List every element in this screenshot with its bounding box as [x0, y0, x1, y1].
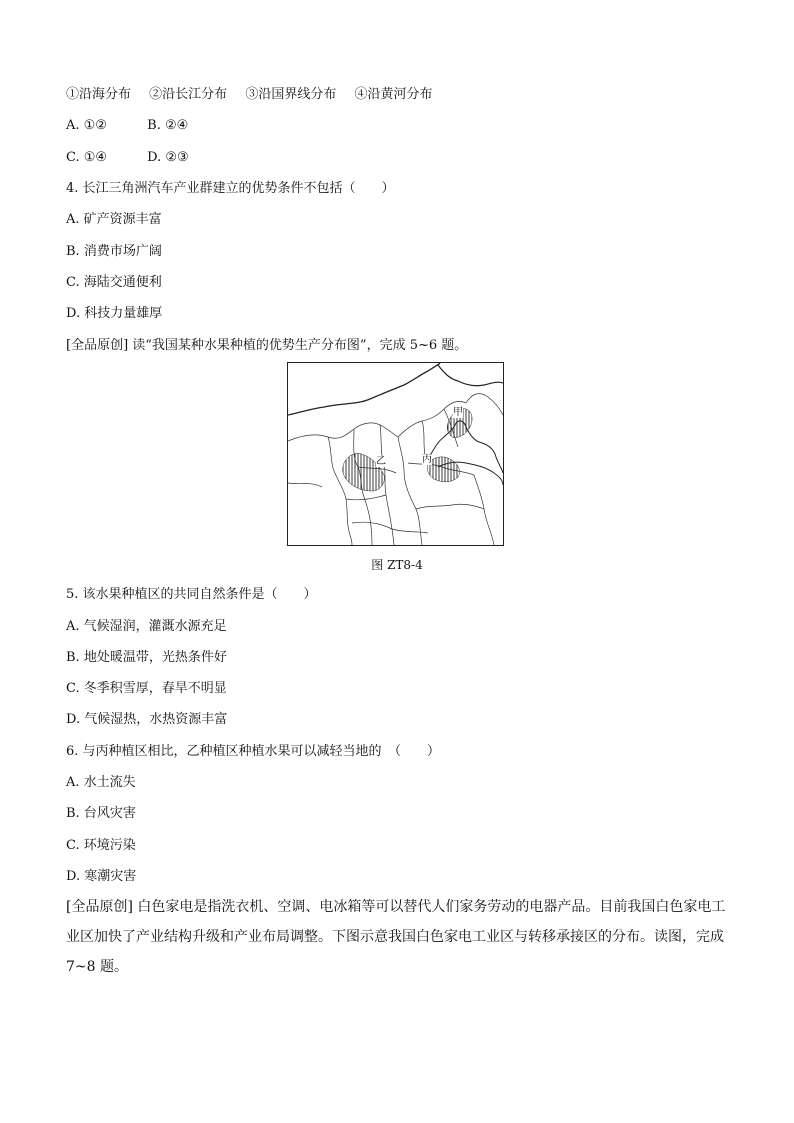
q3-option-3: ③沿国界线分布: [245, 87, 337, 102]
map-caption: 图 ZT8-4: [371, 558, 423, 572]
q3-choices-row-1: [66, 118, 188, 134]
map-graphic: [288, 363, 503, 545]
fruit-distribution-map: [287, 362, 504, 546]
region-bing: [427, 457, 459, 482]
q4-choice-c: C. 海陆交通便利: [66, 275, 162, 290]
northeast-border: [438, 365, 503, 386]
intro-5-6: [全品原创] 读“我国某种水果种植的优势生产分布图”，完成 5~6 题。: [66, 338, 468, 353]
q3-choice-a: A. ①②: [66, 118, 107, 133]
q3-option-4: ④沿黄河分布: [354, 87, 433, 102]
national-border: [288, 363, 440, 415]
q6-choice-a: A. 水土流失: [66, 775, 136, 790]
map-label-yi: 乙: [376, 456, 386, 467]
q4-stem: 4. 长江三角洲汽车产业群建立的优势条件不包括（ ）: [66, 181, 395, 196]
q5-choice-a: A. 气候湿润，灌溉水源充足: [66, 619, 227, 634]
map-label-jia: 甲: [453, 407, 463, 418]
q3-choice-b: B. ②④: [147, 118, 189, 133]
q6-stem: 6. 与丙种植区相比，乙种植区种植水果可以减轻当地的 （ ）: [66, 744, 441, 759]
q6-choice-d: D. 寒潮灾害: [66, 869, 137, 884]
q6-choice-b: B. 台风灾害: [66, 806, 136, 821]
q3-option-2: ②沿长江分布: [149, 87, 228, 102]
q5-choice-d: D. 气候湿热，水热资源丰富: [66, 712, 228, 727]
q3-option-1: ①沿海分布: [66, 87, 132, 102]
q5-choice-b: B. 地处暖温带，光热条件好: [66, 650, 227, 665]
map-label-bing: 丙: [422, 454, 432, 465]
q3-option-list: [66, 87, 446, 103]
q6-choice-c: C. 环境污染: [66, 838, 136, 853]
q4-choice-a: A. 矿产资源丰富: [66, 212, 162, 227]
q3-choices-row-2: [66, 150, 189, 166]
q3-choice-c: C. ①④: [66, 150, 108, 165]
q5-stem: 5. 该水果种植区的共同自然条件是（ ）: [66, 587, 317, 602]
q4-choice-d: D. 科技力量雄厚: [66, 306, 163, 321]
q5-choice-c: C. 冬季积雪厚，春旱不明显: [66, 681, 227, 696]
q4-choice-b: B. 消费市场广阔: [66, 244, 162, 259]
intro-7-8: [全品原创] 白色家电是指洗衣机、空调、电冰箱等可以替代人们家务劳动的电器产品。目前我国白色家电工业区加快了产业结构升级和产业布局调整。下图示意我国白色家电工业区与转移承接区的分布。读图，完成 7~8 题。: [66, 899, 726, 975]
q3-choice-d: D. ②③: [147, 150, 189, 165]
